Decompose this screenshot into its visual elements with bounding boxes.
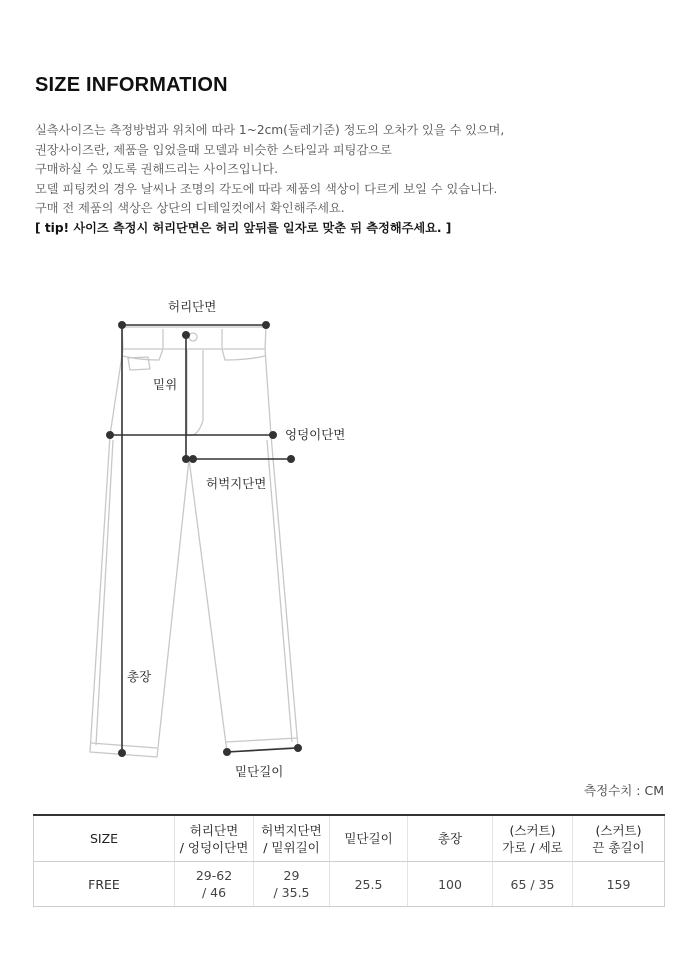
thigh-label: 허벅지단면 [206, 476, 267, 491]
cell-waist-hip: 29-62 / 46 [175, 862, 254, 907]
page-title: SIZE INFORMATION [35, 74, 228, 96]
header-thigh-rise: 허벅지단면 / 밑위길이 [254, 815, 330, 862]
hem-stitch-left [91, 743, 157, 748]
note-line: 구매하실 수 있도록 권해드리는 사이즈입니다. [35, 162, 279, 177]
header-hem: 밑단길이 [330, 815, 408, 862]
header-waist-hip: 허리단면 / 엉덩이단면 [175, 815, 254, 862]
table-row [34, 862, 665, 907]
size-table [33, 814, 665, 907]
table-header-row [34, 815, 665, 862]
size-notes [35, 121, 504, 239]
pants-measurement-diagram [0, 280, 360, 780]
fly-stitch [187, 350, 203, 435]
pocket-right [222, 349, 265, 360]
cell-skirt-strap: 159 [573, 862, 665, 907]
cell-skirt-size: 65 / 35 [493, 862, 573, 907]
header-skirt-strap: (스커트) 끈 총길이 [573, 815, 665, 862]
cell-length: 100 [408, 862, 493, 907]
hem-stitch-right [226, 738, 297, 742]
cell-size: FREE [34, 862, 175, 907]
header-skirt-size: (스커트) 가로 / 세로 [493, 815, 573, 862]
rise-label: 밑위 [153, 377, 178, 392]
inseam-right [267, 440, 292, 742]
inseam-left [96, 440, 113, 745]
note-line: 모델 피팅컷의 경우 날씨나 조명의 각도에 따라 제품의 색상이 다르게 보일 수 있습니다. [35, 181, 498, 196]
header-size: SIZE [34, 815, 175, 862]
measurement-unit: 측정수치 : CM [584, 783, 664, 798]
note-line: 구매 전 제품의 색상은 상단의 디테일컷에서 확인해주세요. [35, 201, 345, 216]
button-outline [189, 333, 197, 341]
waist-label: 허리단면 [168, 299, 217, 314]
tip-note: [ tip! 사이즈 측정시 허리단면은 허리 앞뒤를 일자로 맞춘 뒤 측정해주세요. ] [35, 220, 452, 235]
hem-label: 밑단길이 [235, 764, 284, 779]
note-line: 실측사이즈는 측정방법과 위치에 따라 1~2cm(둘레기준) 정도의 오차가 있을 수 있으며, [35, 123, 505, 137]
length-label: 총장 [127, 669, 152, 684]
cell-thigh-rise: 29 / 35.5 [254, 862, 330, 907]
hip-label: 엉덩이단면 [285, 427, 346, 442]
cell-hem: 25.5 [330, 862, 408, 907]
header-length: 총장 [408, 815, 493, 862]
waistband-outline [122, 327, 266, 349]
note-line: 권장사이즈란, 제품을 입었을때 모델과 비슷한 스타일과 피팅감으로 [35, 142, 392, 157]
